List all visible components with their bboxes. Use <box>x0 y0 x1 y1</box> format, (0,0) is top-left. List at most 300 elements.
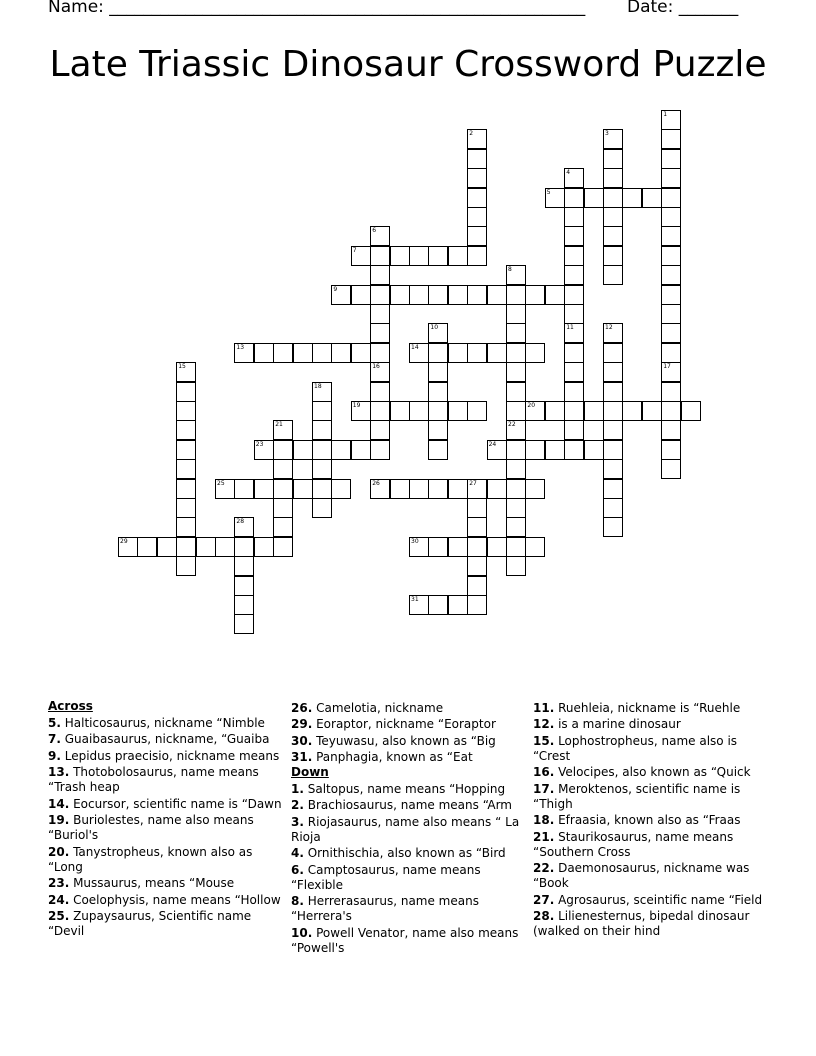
crossword-cell[interactable] <box>584 401 604 421</box>
clue-text: Coelophysis, name means “Hollow <box>69 892 281 907</box>
crossword-cell[interactable] <box>467 168 487 188</box>
crossword-cell[interactable] <box>176 556 196 576</box>
crossword-cell[interactable] <box>622 401 642 421</box>
crossword-cell[interactable] <box>293 479 313 499</box>
crossword-cell[interactable] <box>661 168 681 188</box>
clue-text: Daemonosaurus, nickname was “Book <box>533 861 750 890</box>
crossword-cell[interactable] <box>603 129 623 149</box>
crossword-cell[interactable] <box>603 498 623 518</box>
crossword-cell[interactable] <box>312 401 332 421</box>
crossword-cell[interactable] <box>234 517 254 537</box>
clues-column-2 <box>291 699 531 956</box>
crossword-cell[interactable] <box>351 343 371 363</box>
crossword-cell[interactable] <box>273 440 293 460</box>
crossword-cell[interactable] <box>118 537 138 557</box>
clue-item <box>291 894 531 924</box>
clue-item <box>533 765 773 780</box>
crossword-cell[interactable] <box>448 479 468 499</box>
crossword-cell[interactable] <box>467 401 487 421</box>
clue-number: 3 <box>605 130 609 138</box>
crossword-cell[interactable] <box>390 479 410 499</box>
crossword-cell[interactable] <box>506 362 526 382</box>
crossword-cell[interactable] <box>487 440 507 460</box>
crossword-cell[interactable] <box>390 246 410 266</box>
crossword-cell[interactable] <box>661 226 681 246</box>
crossword-cell[interactable] <box>642 401 662 421</box>
crossword-cell[interactable] <box>351 246 371 266</box>
crossword-cell[interactable] <box>448 343 468 363</box>
clue-number: 1 <box>663 111 668 118</box>
crossword-cell[interactable] <box>467 343 487 363</box>
clue-item <box>291 782 531 797</box>
clue-number: 27 <box>469 479 477 487</box>
crossword-cell[interactable] <box>564 207 584 227</box>
crossword-cell[interactable] <box>564 420 584 440</box>
crossword-cell[interactable] <box>234 595 254 615</box>
clue-number-label: 20. <box>48 844 70 859</box>
crossword-cell[interactable] <box>370 343 390 363</box>
crossword-cell[interactable] <box>603 362 623 382</box>
crossword-cell[interactable] <box>506 285 526 305</box>
crossword-cell[interactable] <box>603 343 623 363</box>
crossword-cell[interactable] <box>467 517 487 537</box>
crossword-cell[interactable] <box>428 479 448 499</box>
clue-number: 17 <box>663 363 671 371</box>
crossword-cell[interactable] <box>176 517 196 537</box>
crossword-cell[interactable] <box>545 440 565 460</box>
clue-number-label: 5. <box>48 715 61 730</box>
clue-text: Lepidus praecisio, nickname means <box>60 748 280 763</box>
clue-number: 24 <box>488 440 497 448</box>
crossword-cell[interactable] <box>661 246 681 266</box>
crossword-cell[interactable] <box>603 459 623 479</box>
clue-item <box>48 909 288 939</box>
crossword-cell[interactable] <box>603 420 623 440</box>
clue-number-label: 25. <box>48 909 70 923</box>
crossword-cell[interactable] <box>661 129 681 149</box>
clue-number: 7 <box>352 246 357 254</box>
clue-text: Agrosaurus, sceintific name “Field <box>554 892 763 907</box>
crossword-cell[interactable] <box>254 343 274 363</box>
crossword-cell[interactable] <box>506 304 526 324</box>
clue-text: Buriolestes, name also means “Buriol's <box>48 813 254 842</box>
crossword-cell[interactable] <box>370 401 390 421</box>
crossword-cell[interactable] <box>370 362 390 382</box>
crossword-cell[interactable] <box>467 576 487 596</box>
crossword-cell[interactable] <box>564 343 584 363</box>
clue-number-label: 31. <box>291 750 313 764</box>
crossword-cell[interactable] <box>196 537 216 557</box>
crossword-cell[interactable] <box>603 246 623 266</box>
clue-item <box>48 765 288 795</box>
crossword-cell[interactable] <box>137 537 157 557</box>
crossword-cell[interactable] <box>176 479 196 499</box>
clue-item <box>291 701 531 716</box>
clue-text: Saltopus, name means “Hopping <box>303 781 506 796</box>
crossword-cell[interactable] <box>467 498 487 518</box>
crossword-cell[interactable] <box>661 188 681 208</box>
crossword-cell[interactable] <box>409 595 429 615</box>
crossword-cell[interactable] <box>661 149 681 169</box>
clue-text: Thotobolosaurus, name means “Trash heap <box>48 765 259 794</box>
crossword-cell[interactable] <box>661 285 681 305</box>
crossword-cell[interactable] <box>370 420 390 440</box>
crossword-cell[interactable] <box>506 382 526 402</box>
clue-number: 26 <box>372 479 380 487</box>
crossword-cell[interactable] <box>467 129 487 149</box>
crossword-cell[interactable] <box>370 323 390 343</box>
crossword-cell[interactable] <box>176 401 196 421</box>
clue-number-label: 24. <box>48 892 70 907</box>
crossword-cell[interactable] <box>506 537 526 557</box>
crossword-cell[interactable] <box>603 149 623 169</box>
crossword-cell[interactable] <box>603 323 623 343</box>
clue-number-label: 22. <box>533 861 555 875</box>
crossword-cell[interactable] <box>331 343 351 363</box>
crossword-cell[interactable] <box>234 537 254 557</box>
clue-number-label: 23. <box>48 876 70 890</box>
clue-number: 15 <box>178 363 186 371</box>
crossword-cell[interactable] <box>525 401 545 421</box>
crossword-cell[interactable] <box>234 614 254 634</box>
crossword-cell[interactable] <box>428 401 448 421</box>
crossword-cell[interactable] <box>545 285 565 305</box>
clue-item <box>291 750 531 765</box>
crossword-cell[interactable] <box>622 188 642 208</box>
crossword-cell[interactable] <box>428 246 448 266</box>
clue-text: Mussaurus, means “Mouse <box>69 876 235 890</box>
crossword-cell[interactable] <box>176 459 196 479</box>
clue-number-label: 4. <box>291 846 304 860</box>
crossword-cell[interactable] <box>642 188 662 208</box>
crossword-cell[interactable] <box>409 246 429 266</box>
crossword-cell[interactable] <box>428 420 448 440</box>
crossword-cell[interactable] <box>448 595 468 615</box>
crossword-cell[interactable] <box>448 285 468 305</box>
crossword-cell[interactable] <box>564 323 584 343</box>
crossword-cell[interactable] <box>234 576 254 596</box>
clue-text: Guaibasaurus, nickname, “Guaiba <box>60 732 270 746</box>
crossword-cell[interactable] <box>351 440 371 460</box>
crossword-cell[interactable] <box>545 401 565 421</box>
crossword-cell[interactable] <box>428 323 448 343</box>
clue-number-label: 21. <box>533 829 555 844</box>
crossword-cell[interactable] <box>506 323 526 343</box>
clue-number-label: 2. <box>291 798 304 812</box>
clue-item <box>48 813 288 843</box>
name-field-label: Name: ________________________________________________________ <box>48 0 586 17</box>
crossword-cell[interactable] <box>428 537 448 557</box>
crossword-cell[interactable] <box>273 343 293 363</box>
clue-item <box>48 845 288 875</box>
clue-item <box>533 813 773 828</box>
crossword-cell[interactable] <box>564 304 584 324</box>
crossword-cell[interactable] <box>428 440 448 460</box>
crossword-cell[interactable] <box>487 537 507 557</box>
clue-number: 10 <box>430 324 439 332</box>
clues-column-3 <box>533 699 773 939</box>
crossword-cell[interactable] <box>584 440 604 460</box>
clue-number: 30 <box>411 537 419 545</box>
crossword-cell[interactable] <box>564 265 584 285</box>
clue-item <box>533 782 773 812</box>
crossword-cell[interactable] <box>176 420 196 440</box>
crossword-cell[interactable] <box>603 265 623 285</box>
crossword-cell[interactable] <box>293 440 313 460</box>
crossword-cell[interactable] <box>273 479 293 499</box>
crossword-cell[interactable] <box>487 479 507 499</box>
crossword-cell[interactable] <box>487 343 507 363</box>
crossword-cell[interactable] <box>564 246 584 266</box>
crossword-cell[interactable] <box>409 401 429 421</box>
crossword-cell[interactable] <box>506 420 526 440</box>
clue-text: Efraasia, known also as “Fraas <box>554 813 741 827</box>
clue-text: Camptosaurus, name means “Flexible <box>291 862 481 892</box>
crossword-cell[interactable] <box>564 362 584 382</box>
crossword-cell[interactable] <box>273 517 293 537</box>
crossword-cell[interactable] <box>467 188 487 208</box>
crossword-cell[interactable] <box>661 207 681 227</box>
crossword-cell[interactable] <box>234 479 254 499</box>
crossword-cell[interactable] <box>273 459 293 479</box>
crossword-cell[interactable] <box>273 498 293 518</box>
clue-number-label: 15. <box>533 733 555 748</box>
crossword-cell[interactable] <box>467 537 487 557</box>
crossword-cell[interactable] <box>603 168 623 188</box>
crossword-cell[interactable] <box>661 382 681 402</box>
crossword-cell[interactable] <box>661 323 681 343</box>
crossword-cell[interactable] <box>545 188 565 208</box>
crossword-cell[interactable] <box>467 595 487 615</box>
clue-text: Zupaysaurus, Scientific name “Devil <box>48 909 252 938</box>
crossword-cell[interactable] <box>390 285 410 305</box>
crossword-cell[interactable] <box>467 479 487 499</box>
crossword-cell[interactable] <box>390 401 410 421</box>
crossword-cell[interactable] <box>467 246 487 266</box>
crossword-cell[interactable] <box>448 246 468 266</box>
clue-number: 28 <box>236 518 245 526</box>
crossword-cell[interactable] <box>254 479 274 499</box>
crossword-cell[interactable] <box>428 285 448 305</box>
crossword-cell[interactable] <box>176 498 196 518</box>
clue-number: 31 <box>411 596 419 603</box>
clue-number: 19 <box>352 402 361 409</box>
crossword-cell[interactable] <box>487 285 507 305</box>
crossword-cell[interactable] <box>176 537 196 557</box>
clue-number-label: 27. <box>533 892 555 907</box>
crossword-cell[interactable] <box>176 440 196 460</box>
crossword-cell[interactable] <box>215 479 235 499</box>
crossword-cell[interactable] <box>467 226 487 246</box>
crossword-cell[interactable] <box>564 188 584 208</box>
crossword-cell[interactable] <box>331 440 351 460</box>
clue-text: Ornithischia, also known as “Bird <box>303 846 506 860</box>
crossword-cell[interactable] <box>661 420 681 440</box>
crossword-cell[interactable] <box>409 285 429 305</box>
crossword-cell[interactable] <box>157 537 177 557</box>
clue-item <box>291 846 531 861</box>
crossword-cell[interactable] <box>584 188 604 208</box>
crossword-cell[interactable] <box>448 401 468 421</box>
crossword-cell[interactable] <box>467 285 487 305</box>
clue-text: Eoraptor, nickname “Eoraptor <box>312 717 496 731</box>
clue-number: 8 <box>508 266 512 274</box>
crossword-cell[interactable] <box>176 362 196 382</box>
clue-text: Powell Venator, name also means “Powell's <box>291 925 519 955</box>
crossword-cell[interactable] <box>370 304 390 324</box>
crossword-cell[interactable] <box>506 517 526 537</box>
crossword-cell[interactable] <box>661 304 681 324</box>
clue-number: 13 <box>236 343 245 351</box>
crossword-cell[interactable] <box>603 188 623 208</box>
clue-text: Velocipes, also known as “Quick <box>554 765 751 779</box>
crossword-cell[interactable] <box>661 110 681 130</box>
clue-number: 2 <box>469 130 474 138</box>
crossword-cell[interactable] <box>506 343 526 363</box>
crossword-cell[interactable] <box>661 265 681 285</box>
clue-text: Teyuwasu, also known as “Big <box>312 733 496 748</box>
clue-number: 11 <box>566 324 574 332</box>
crossword-cell[interactable] <box>603 401 623 421</box>
crossword-cell[interactable] <box>506 479 526 499</box>
clue-number: 14 <box>411 343 419 351</box>
clue-number-label: 13. <box>48 765 70 779</box>
crossword-cell[interactable] <box>254 440 274 460</box>
crossword-cell[interactable] <box>312 440 332 460</box>
crossword-cell[interactable] <box>525 479 545 499</box>
crossword-cell[interactable] <box>525 537 545 557</box>
crossword-cell[interactable] <box>661 440 681 460</box>
crossword-cell[interactable] <box>603 440 623 460</box>
clue-item <box>291 926 531 956</box>
crossword-cell[interactable] <box>525 440 545 460</box>
clue-number: 18 <box>314 382 322 390</box>
clue-number-label: 7. <box>48 732 61 746</box>
crossword-cell[interactable] <box>312 459 332 479</box>
date-field-label: Date: _______ <box>627 0 739 17</box>
crossword-cell[interactable] <box>312 479 332 499</box>
crossword-cell[interactable] <box>525 343 545 363</box>
crossword-cell[interactable] <box>506 265 526 285</box>
crossword-cell[interactable] <box>603 382 623 402</box>
crossword-cell[interactable] <box>331 285 351 305</box>
clue-item <box>291 863 531 893</box>
clue-number-label: 16. <box>533 765 555 779</box>
crossword-cell[interactable] <box>428 382 448 402</box>
crossword-cell[interactable] <box>215 537 235 557</box>
crossword-cell[interactable] <box>370 285 390 305</box>
clue-item <box>533 893 773 908</box>
clue-text: Brachiosaurus, name means “Arm <box>303 798 512 812</box>
crossword-cell[interactable] <box>370 440 390 460</box>
clue-number-label: 29. <box>291 717 313 731</box>
crossword-cell[interactable] <box>661 362 681 382</box>
crossword-cell[interactable] <box>370 265 390 285</box>
down-heading: Down <box>291 765 329 779</box>
crossword-cell[interactable] <box>506 556 526 576</box>
crossword-cell[interactable] <box>370 382 390 402</box>
crossword-cell[interactable] <box>312 343 332 363</box>
crossword-cell[interactable] <box>254 537 274 557</box>
crossword-cell[interactable] <box>506 401 526 421</box>
crossword-cell[interactable] <box>448 537 468 557</box>
crossword-cell[interactable] <box>234 556 254 576</box>
clue-item <box>48 749 288 764</box>
crossword-cell[interactable] <box>273 420 293 440</box>
crossword-cell[interactable] <box>409 479 429 499</box>
clue-number: 22 <box>508 421 516 429</box>
crossword-cell[interactable] <box>661 343 681 363</box>
crossword-cell[interactable] <box>351 285 371 305</box>
crossword-cell[interactable] <box>467 149 487 169</box>
crossword-cell[interactable] <box>234 343 254 363</box>
crossword-cell[interactable] <box>273 537 293 557</box>
crossword-cell[interactable] <box>312 498 332 518</box>
crossword-cell[interactable] <box>293 343 313 363</box>
clue-item <box>533 734 773 764</box>
crossword-cell[interactable] <box>564 285 584 305</box>
crossword-cell[interactable] <box>564 440 584 460</box>
clue-number-label: 8. <box>291 894 304 908</box>
crossword-cell[interactable] <box>331 479 351 499</box>
crossword-cell[interactable] <box>506 440 526 460</box>
crossword-cell[interactable] <box>564 382 584 402</box>
clue-number: 20 <box>527 402 536 409</box>
crossword-cell[interactable] <box>370 479 390 499</box>
crossword-cell[interactable] <box>312 382 332 402</box>
clue-number-label: 6. <box>291 862 304 877</box>
clue-number-label: 11. <box>533 700 555 715</box>
clue-number: 29 <box>120 537 128 545</box>
clue-number-label: 3. <box>291 814 304 829</box>
crossword-cell[interactable] <box>564 401 584 421</box>
crossword-cell[interactable] <box>428 595 448 615</box>
crossword-cell[interactable] <box>176 382 196 402</box>
clue-number: 16 <box>372 363 380 371</box>
clue-item <box>291 717 531 732</box>
crossword-cell[interactable] <box>564 168 584 188</box>
clue-text: Lophostropheus, name also is “Crest <box>533 733 738 763</box>
crossword-cell[interactable] <box>467 207 487 227</box>
crossword-cell[interactable] <box>370 246 390 266</box>
clue-number: 6 <box>372 227 377 235</box>
crossword-cell[interactable] <box>370 226 390 246</box>
crossword-cell[interactable] <box>603 479 623 499</box>
crossword-cell[interactable] <box>409 537 429 557</box>
crossword-cell[interactable] <box>603 517 623 537</box>
crossword-cell[interactable] <box>312 420 332 440</box>
crossword-cell[interactable] <box>409 343 429 363</box>
crossword-cell[interactable] <box>661 401 681 421</box>
crossword-cell[interactable] <box>603 207 623 227</box>
crossword-cell[interactable] <box>506 498 526 518</box>
clue-text: Riojasaurus, name also means “ La Rioja <box>291 814 520 844</box>
crossword-cell[interactable] <box>351 401 371 421</box>
clue-number-label: 30. <box>291 733 313 748</box>
crossword-cell[interactable] <box>681 401 701 421</box>
clue-number-label: 17. <box>533 781 555 796</box>
crossword-cell[interactable] <box>428 362 448 382</box>
crossword-cell[interactable] <box>428 343 448 363</box>
crossword-cell[interactable] <box>661 459 681 479</box>
clue-text: Eocursor, scientific name is “Dawn <box>69 796 282 811</box>
crossword-cell[interactable] <box>525 285 545 305</box>
crossword-cell[interactable] <box>603 226 623 246</box>
crossword-cell[interactable] <box>506 459 526 479</box>
clue-number-label: 12. <box>533 717 555 731</box>
crossword-cell[interactable] <box>564 226 584 246</box>
crossword-cell[interactable] <box>467 556 487 576</box>
